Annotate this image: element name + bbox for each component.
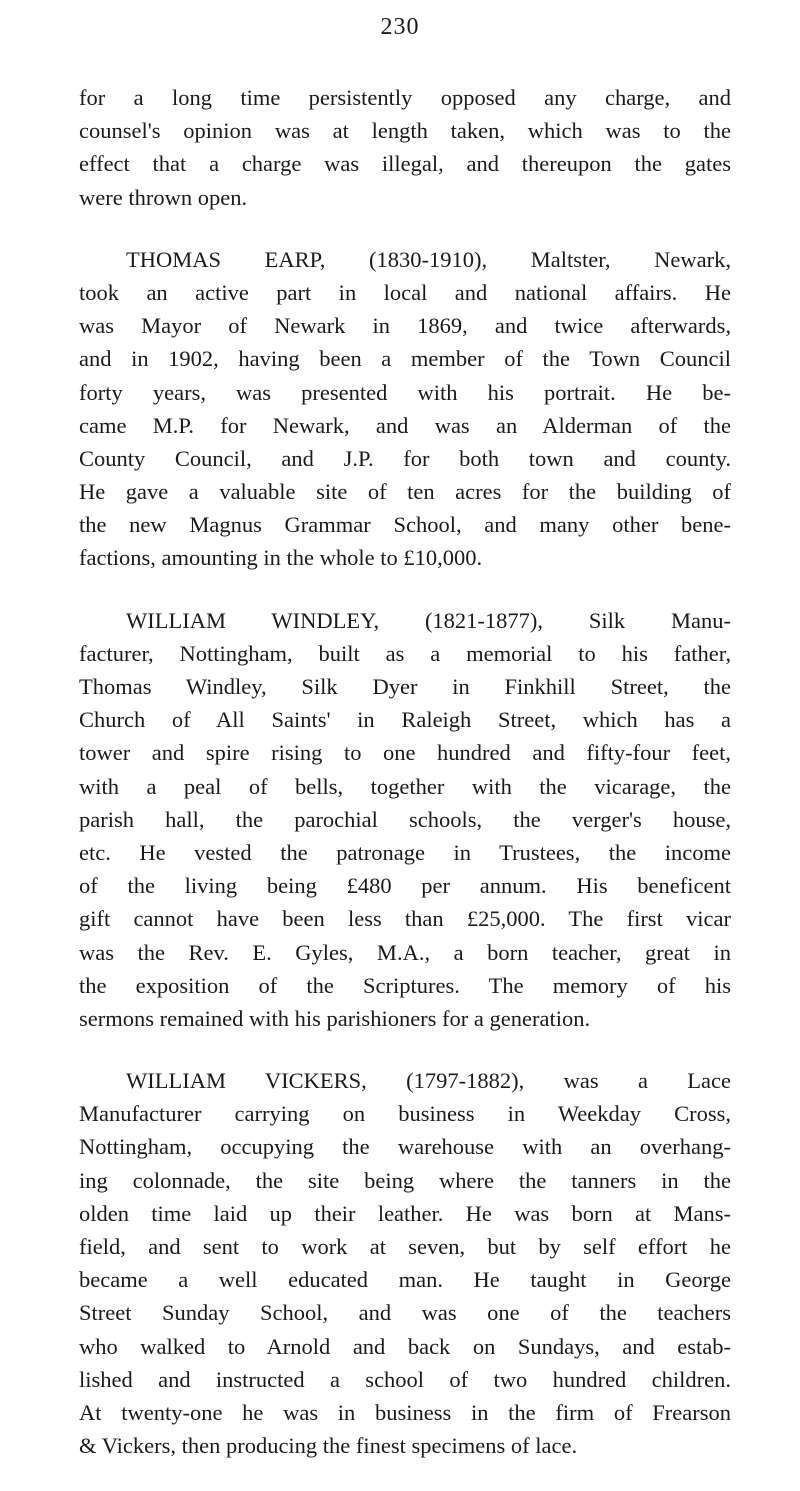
text-line: the exposition of the Scriptures. The memory of his [79, 972, 731, 998]
text-line: Street Sunday School, and was one of the teachers [79, 1300, 731, 1326]
text-line: the new Magnus Grammar School, and many other bene- [79, 512, 731, 538]
text-line: became a well educated man. He taught in George [79, 1267, 731, 1293]
text-line: for a long time persistently opposed any charge, and [79, 85, 731, 110]
text-line: was the Rev. E. Gyles, M.A., a born teacher, great in [79, 939, 731, 965]
text-line: gift cannot have been less than £25,000. The first vicar [79, 906, 731, 932]
text-line: sermons remained with his parishioners for a generation. [79, 1005, 591, 1031]
page-number: 230 [380, 14, 420, 40]
text-line: forty years, was presented with his portrait. He be- [79, 379, 731, 405]
text-line: Nottingham, occupying the warehouse with an overhang- [79, 1134, 731, 1160]
text-line: field, and sent to work at seven, but by self effort he [79, 1234, 731, 1259]
text-line: facturer, Nottingham, built as a memorial to his father, [79, 640, 731, 666]
text-line: Manufacturer carrying on business in Weekday Cross, [79, 1101, 731, 1127]
text-line: factions, amounting in the whole to £10,000. [79, 545, 483, 571]
text-line: was Mayor of Newark in 1869, and twice afterwards, [79, 313, 731, 339]
text-line: THOMAS EARP, (1830-1910), Maltster, Newark, [126, 246, 731, 272]
text-line: of the living being £480 per annum. His beneficent [79, 873, 731, 899]
paragraph-continuation [79, 81, 731, 214]
text-line: etc. He vested the patronage in Trustees, the income [79, 839, 731, 865]
text-line: He gave a valuable site of ten acres for the building of [79, 479, 731, 505]
text-line: and in 1902, having been a member of the Town Council [79, 346, 731, 372]
text-line: came M.P. for Newark, and was an Alderman of the [79, 412, 731, 438]
paragraph-thomas-earp [79, 243, 731, 575]
text-line: olden time laid up their leather. He was born at Mans- [79, 1200, 731, 1226]
text-line: Thomas Windley, Silk Dyer in Finkhill Street, the [79, 674, 731, 699]
text-line: counsel's opinion was at length taken, which was to the [79, 118, 731, 144]
text-line: parish hall, the parochial schools, the verger's house, [79, 806, 731, 832]
text-line: tower and spire rising to one hundred and fifty-four feet, [79, 740, 731, 766]
paragraph-william-vickers [79, 1064, 731, 1462]
text-line: ing colonnade, the site being where the tanners in the [79, 1167, 731, 1193]
text-line: lished and instructed a school of two hundred children. [79, 1366, 731, 1392]
text-line: WILLIAM VICKERS, (1797-1882), was a Lace [126, 1068, 731, 1094]
text-line: County Council, and J.P. for both town and county. [79, 445, 731, 471]
text-line: At twenty-one he was in business in the firm of Frearson [79, 1399, 731, 1425]
text-line: WILLIAM WINDLEY, (1821-1877), Silk Manu- [126, 607, 731, 633]
text-line: took an active part in local and national affairs. He [79, 279, 731, 305]
body-text [79, 81, 731, 1491]
text-line: effect that a charge was illegal, and thereupon the gates [79, 151, 731, 177]
text-line: & Vickers, then producing the finest specimens of lace. [79, 1433, 578, 1459]
text-line: with a peal of bells, together with the vicarage, the [79, 773, 731, 799]
paragraph-william-windley [79, 604, 731, 1035]
text-line: who walked to Arnold and back on Sundays, and estab- [79, 1333, 731, 1359]
text-line: Church of All Saints' in Raleigh Street, which has a [79, 707, 731, 733]
text-line: were thrown open. [79, 184, 248, 210]
